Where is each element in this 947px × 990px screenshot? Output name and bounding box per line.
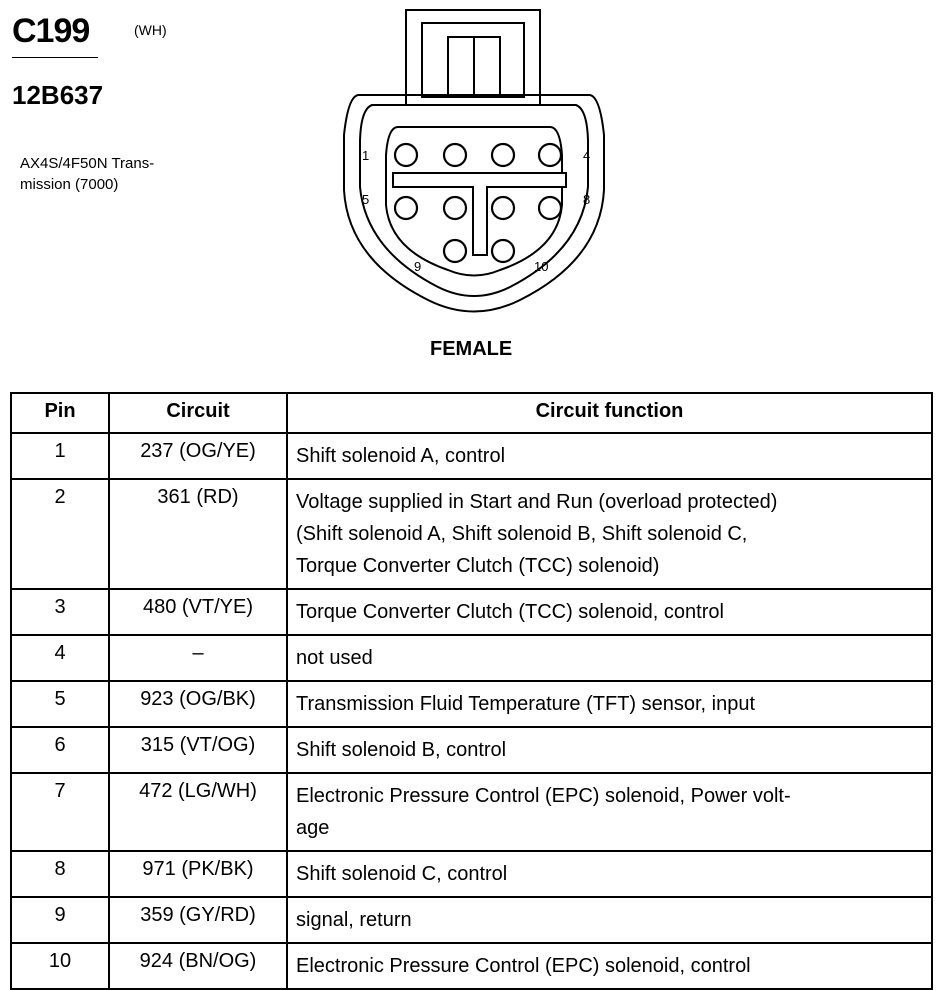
circuit-function-cell (287, 589, 932, 635)
connector-latch (406, 10, 540, 105)
circuit-function-cell (287, 681, 932, 727)
pin-cavity-3 (492, 144, 514, 166)
circuit-cell: 923 (OG/BK) (109, 681, 287, 727)
pin-cavity-5 (395, 197, 417, 219)
pin-cavity-2 (444, 144, 466, 166)
pin-label-1: 1 (362, 148, 370, 163)
pin-number-cell: 8 (11, 851, 109, 897)
table-row (11, 773, 932, 851)
circuit-function-cell (287, 943, 932, 989)
table-row (11, 635, 932, 681)
circuit-function-line: Shift solenoid A, control (296, 445, 506, 467)
pin-label-8: 8 (583, 192, 591, 207)
circuit-cell: – (109, 635, 287, 681)
pin-number-cell: 7 (11, 773, 109, 851)
connector-id: C199 (12, 12, 90, 50)
circuit-function-line: signal, return (296, 909, 412, 931)
circuit-cell: 315 (VT/OG) (109, 727, 287, 773)
table-row (11, 851, 932, 897)
pin-cavity-6 (444, 197, 466, 219)
pin-label-9: 9 (414, 259, 422, 274)
pin-label-10: 10 (534, 259, 549, 274)
circuit-function-cell (287, 635, 932, 681)
pin-number-cell: 9 (11, 897, 109, 943)
table-row (11, 433, 932, 479)
circuit-function-cell (287, 727, 932, 773)
pin-cavity-4 (539, 144, 561, 166)
circuit-cell: 480 (VT/YE) (109, 589, 287, 635)
table-row (11, 681, 932, 727)
table-row (11, 727, 932, 773)
circuit-function-line: Torque Converter Clutch (TCC) solenoid) (296, 555, 660, 577)
circuit-function-line: Torque Converter Clutch (TCC) solenoid, control (296, 601, 724, 623)
circuit-cell: 359 (GY/RD) (109, 897, 287, 943)
pin-number-cell: 6 (11, 727, 109, 773)
circuit-cell: 237 (OG/YE) (109, 433, 287, 479)
circuit-function-line: Electronic Pressure Control (EPC) solenoid, control (296, 955, 751, 977)
description-line-1: AX4S/4F50N Trans- (20, 155, 155, 172)
connector-color: (WH) (134, 22, 167, 38)
connector-gender-label: FEMALE (430, 338, 513, 360)
circuit-function-line: Voltage supplied in Start and Run (overload protected) (296, 491, 778, 513)
pinout-table (10, 392, 933, 990)
description-line-2: mission (7000) (20, 176, 119, 193)
circuit-function-line: Shift solenoid C, control (296, 863, 508, 885)
circuit-cell: 924 (BN/OG) (109, 943, 287, 989)
circuit-function-cell (287, 479, 932, 589)
circuit-function-line: Electronic Pressure Control (EPC) solenoid, Power volt- (296, 785, 791, 807)
table-row (11, 943, 932, 989)
circuit-function-line: age (296, 817, 330, 839)
circuit-function-line: not used (296, 647, 373, 669)
header-circuit: Circuit (109, 393, 287, 433)
pin-number-cell: 10 (11, 943, 109, 989)
header-circuit-function: Circuit function (287, 393, 932, 433)
circuit-cell: 472 (LG/WH) (109, 773, 287, 851)
pin-number-cell: 3 (11, 589, 109, 635)
circuit-function-cell (287, 897, 932, 943)
header-pin: Pin (11, 393, 109, 433)
connector-face-diagram (328, 5, 628, 335)
circuit-function-line: Transmission Fluid Temperature (TFT) sensor, input (296, 693, 756, 715)
connector-description (20, 153, 200, 195)
circuit-cell: 971 (PK/BK) (109, 851, 287, 897)
table-row (11, 479, 932, 589)
pin-cavity-8 (539, 197, 561, 219)
title-underline (12, 57, 98, 58)
table-row (11, 897, 932, 943)
table-row (11, 589, 932, 635)
circuit-function-cell (287, 851, 932, 897)
circuit-function-line: Shift solenoid B, control (296, 739, 507, 761)
circuit-function-cell (287, 773, 932, 851)
circuit-function-line: (Shift solenoid A, Shift solenoid B, Shift solenoid C, (296, 523, 748, 545)
pin-label-4: 4 (583, 148, 591, 163)
pin-cavity-7 (492, 197, 514, 219)
pin-cavity-10 (492, 240, 514, 262)
pin-number-cell: 2 (11, 479, 109, 589)
part-number: 12B637 (12, 80, 104, 110)
table-header-row (11, 393, 932, 433)
pinout-table-body (11, 433, 932, 989)
pin-label-5: 5 (362, 192, 370, 207)
pin-number-cell: 1 (11, 433, 109, 479)
pin-number-cell: 4 (11, 635, 109, 681)
circuit-function-cell (287, 433, 932, 479)
pin-cavity-1 (395, 144, 417, 166)
pin-cavity-9 (444, 240, 466, 262)
pin-number-cell: 5 (11, 681, 109, 727)
circuit-cell: 361 (RD) (109, 479, 287, 589)
